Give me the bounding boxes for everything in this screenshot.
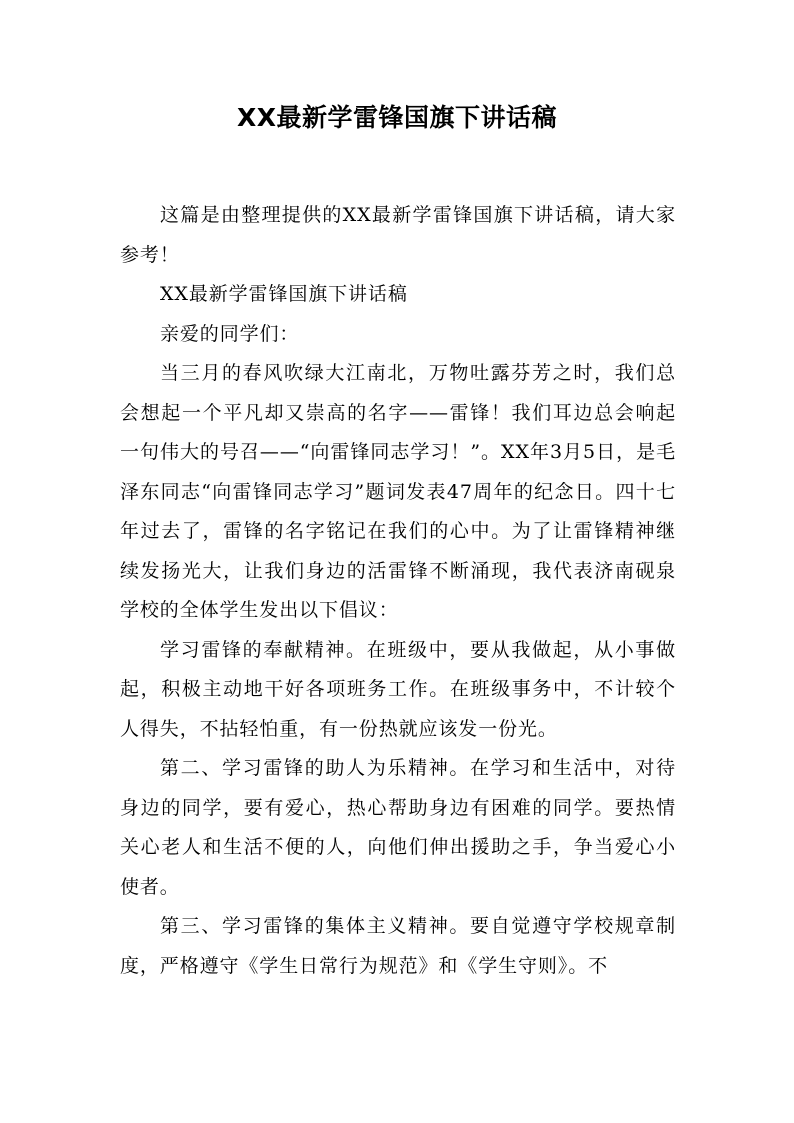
body-paragraph: 第三、学习雷锋的集体主义精神。要自觉遵守学校规章制度，严格遵守《学生日常行为规范》和《学生守则》。不 (120, 915, 676, 977)
body-paragraph: 第二、学习雷锋的助人为乐精神。在学习和生活中，对待身边的同学，要有爱心，热心帮助身边有困难的同学。要热情关心老人和生活不便的人，向他们伸出援助之手，争当爱心小使者。 (120, 757, 676, 898)
document-title: XX最新学雷锋国旗下讲话稿 (236, 103, 558, 132)
body-paragraph: 当三月的春风吹绿大江南北，万物吐露芬芳之时，我们总会想起一个平凡却又崇高的名字——雷锋！我们耳边总会响起一句伟大的号召——“向雷锋同志学习！”。XX年3月5日，是毛泽东同志“向雷锋同志学习”题词发表47周年的纪念日。四十七年过去了，雷锋的名字铭记在我们的心中。为了让雷锋精神继续发扬光大，让我们身边的活雷锋不断涌现，我代表济南砚泉学校的全体学生发出以下倡议： (120, 362, 676, 621)
document-body (120, 196, 676, 986)
body-paragraph: 学习雷锋的奉献精神。在班级中，要从我做起，从小事做起，积极主动地干好各项班务工作。在班级事务中，不计较个人得失，不拈轻怕重，有一份热就应该发一份光。 (120, 638, 676, 740)
intro-paragraph: 这篇是由整理提供的XX最新学雷锋国旗下讲话稿，请大家参考！ (120, 204, 676, 266)
subtitle-paragraph: XX最新学雷锋国旗下讲话稿 (160, 283, 408, 305)
salutation-paragraph: 亲爱的同学们： (160, 322, 300, 345)
